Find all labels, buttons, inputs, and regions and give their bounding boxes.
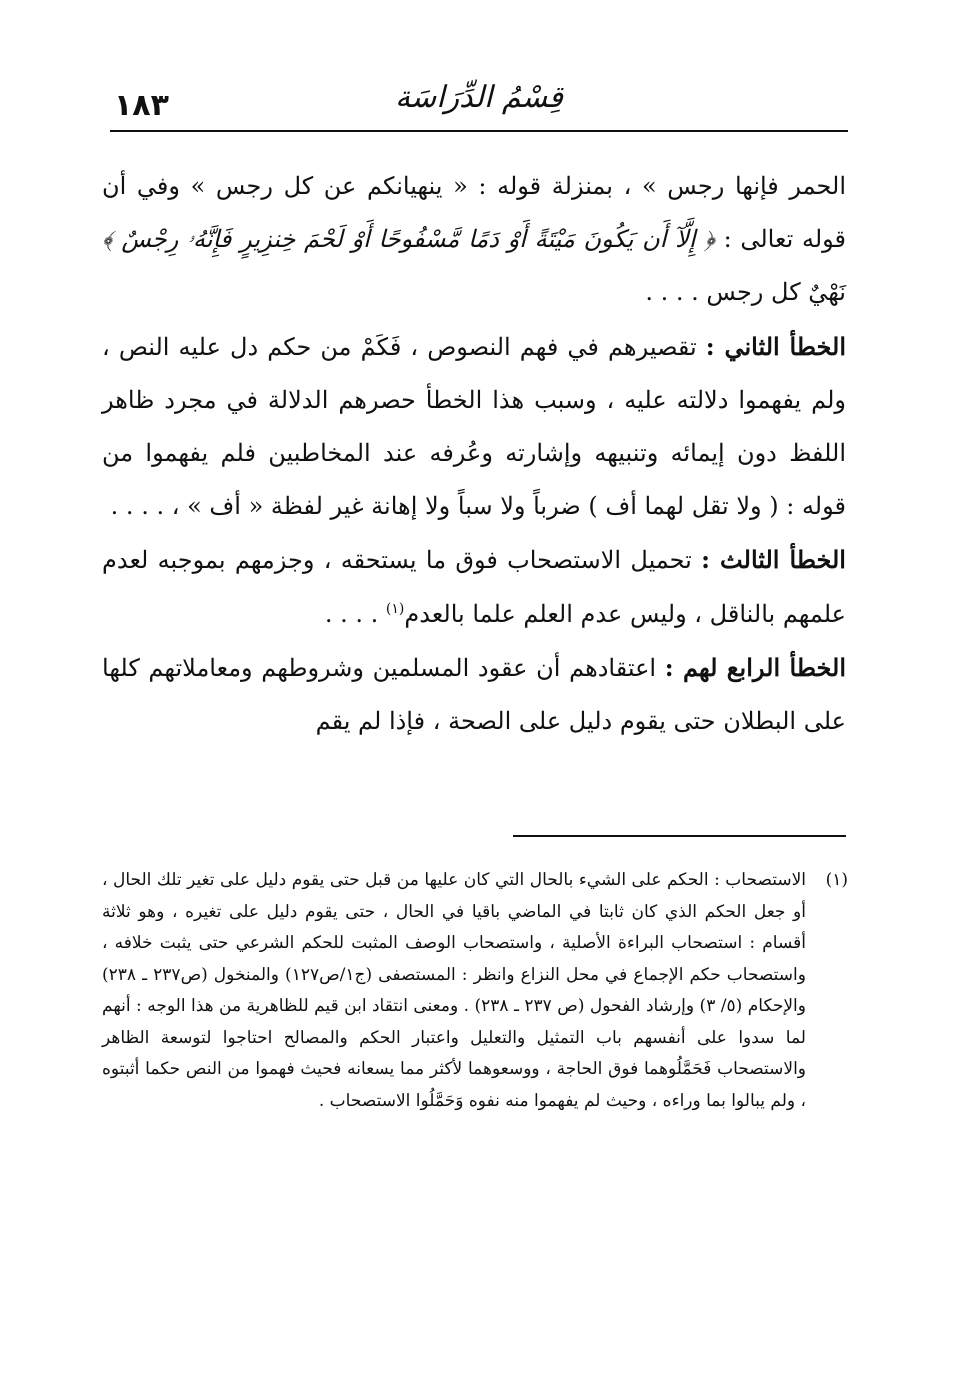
paragraph-1-text: الحمر فإنها رجس » ، بمنزلة قوله : « ينهيانكم عن كل رجس » وفي أن قوله تعالى :	[102, 172, 846, 254]
quran-verse: ﴿ إِلَّآ أَن يَكُونَ مَيْتَةً أَوْ دَمًا مَّسْفُوحًا أَوْ لَحْمَ خِنزِيرٍ فَإِنَّهُۥ رِجْسٌ ﴾	[102, 225, 715, 254]
footnote-reference[interactable]: (١)	[385, 600, 405, 617]
paragraph-4	[102, 641, 846, 748]
paragraph-4-text: اعتقادهم أن عقود المسلمين وشروطهم ومعاملاتهم كلها على البطلان حتى يقوم دليل على الصحة ، فإذا لم يقم	[102, 653, 846, 736]
footnote-marker: (١)	[825, 870, 848, 890]
paragraph-1-end: نَهْيٌ كل رجس . . . .	[645, 278, 846, 307]
footnote-1	[102, 865, 848, 1117]
error-3-heading: الخطأ الثالث :	[701, 545, 846, 575]
paragraph-2-text: تقصيرهم في فهم النصوص ، فَكَمْ من حكم دل عليه النص ، ولم يفهموا دلالته عليه ، وسبب هذا الخطأ حصرهم الدلالة في مجرد ظاهر اللفظ دون إيمائه وتنبيهه وإشارته وعُرفه عند المخاطبين فلم يفهموا من قوله : ( ولا تقل لهما أف ) ضرباً ولا سباً ولا إهانة غير لفظة « أف » ، . . . .	[102, 332, 846, 521]
main-text	[102, 160, 846, 748]
footnote-rule	[513, 835, 846, 837]
page-number: ١٨٣	[114, 88, 169, 123]
page-header	[110, 78, 848, 134]
paragraph-1	[102, 160, 846, 320]
paragraph-3-text: تحميل الاستصحاب فوق ما يستحقه ، وجزمهم بموجبه لعدم علمهم بالناقل ، وليس عدم العلم علما بالعدم	[102, 546, 846, 628]
footnote-text: الاستصحاب : الحكم على الشيء بالحال التي كان عليها من قبل حتى يقوم دليل على تغير تلك الحال ، أو جعل الحكم الذي كان ثابتا في الماضي باقيا في الحال ، حتى يقوم دليل على تغيره ، وهو ثلاثة أقسام : استصحاب البراءة الأصلية ، واستصحاب الوصف المثبت للحكم الشرعي حتى يثبت خلافه ، واستصحاب حكم الإجماع في محل النزاع وانظر : المستصفى (ج١/ص١٢٧) والمنخول (ص٢٣٧ ـ ٢٣٨) والإحكام (٥/ ٣) وإرشاد الفحول (ص ٢٣٧ ـ ٢٣٨) . ومعنى انتقاد ابن قيم للظاهرية من هذا الوجه : أنهم لما سدوا على أنفسهم باب التمثيل والتعليل واعتبار الحكم والمصالح احتاجوا لتوسعة الظاهر والاستصحاب فَحَمَّلُوهما فوق الحاجة ، ووسعوهما لأكثر مما يسعانه فحيث فهموا من النص حكما أثبتوه ، ولم يبالوا بما وراءه ، وحيث لم يفهموا منه نفوه وَحَمَّلُوا الاستصحاب .	[102, 870, 806, 1111]
paragraph-3-end: . . . .	[324, 599, 379, 628]
running-title: قِسْمُ الدِّرَاسَة	[395, 80, 563, 115]
paragraph-2	[102, 320, 846, 534]
error-2-heading: الخطأ الثاني :	[705, 331, 846, 361]
paragraph-3	[102, 533, 846, 640]
footnotes	[102, 865, 848, 1117]
header-rule	[110, 130, 848, 132]
error-4-heading: الخطأ الرابع لهم :	[664, 652, 846, 682]
